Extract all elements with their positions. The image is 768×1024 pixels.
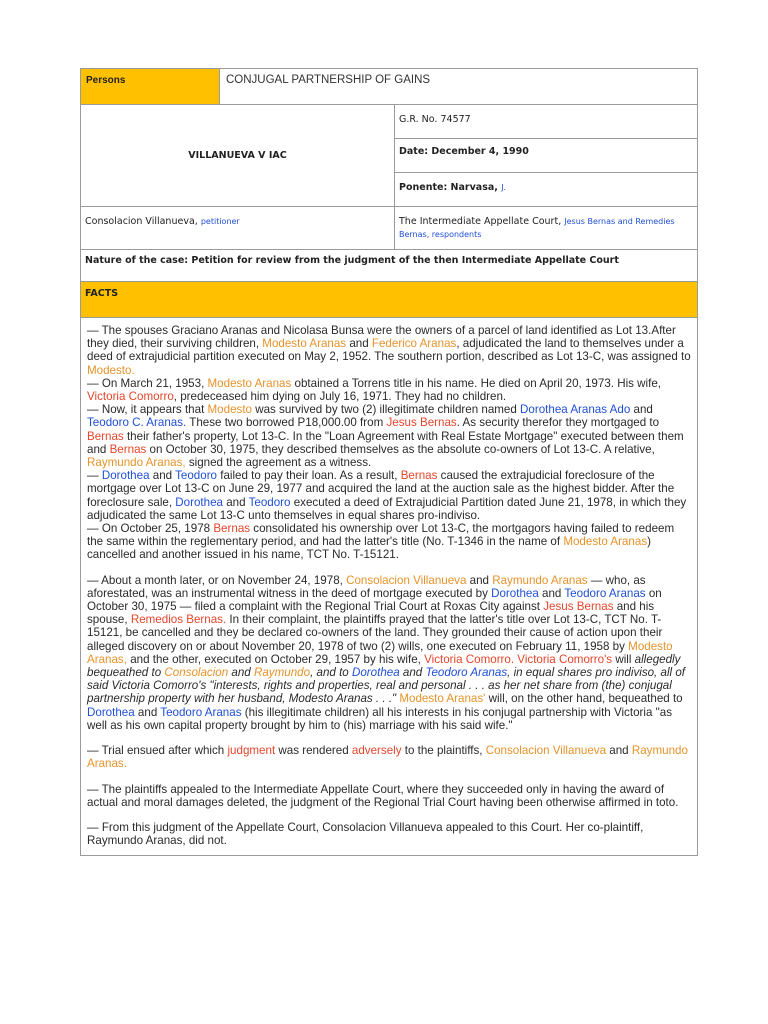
- ponente: [395, 173, 697, 206]
- text-segment: , adjudicated the land to themselves under a deed of extrajudicial partition executed on May 2, 1952. The southern portion, described as Lot 13-C, was assigned to: [87, 337, 691, 364]
- facts-paragraph-3: [87, 403, 691, 469]
- text-segment: Dorothea: [101, 469, 150, 483]
- text-segment: on October 30, 1975, they described themselves as the absolute co-owners of Lot 13-C. A relative,: [146, 442, 655, 456]
- facts-paragraph-5: [87, 522, 691, 562]
- text-segment: and: [346, 337, 372, 351]
- text-segment: Modesto: [207, 403, 252, 417]
- text-segment: and the other, executed on October 29, 1957 by his wife,: [126, 652, 425, 666]
- text-segment: consolidated his ownership over Lot 13-C, the mortgagors having failed to redeem the same within the reglementary period, and had the latter's title (No. T-1346 in the name of: [87, 522, 675, 549]
- text-segment: and: [228, 666, 254, 680]
- text-segment: Federico Aranas: [371, 337, 457, 351]
- facts-header-row: [81, 282, 697, 318]
- text-segment: Remedios Bernas.: [130, 613, 227, 627]
- text-segment: These two borrowed P18,000.00 from: [186, 416, 387, 430]
- text-segment: — The spouses Graciano Aranas and Nicolasa Bunsa were the owners of a parcel of land identified as Lot 13.After they died, their surviving children,: [87, 324, 676, 351]
- text-segment: Modesto Aranas: [563, 535, 648, 549]
- text-segment: (his illegitimate children) all his interests in his conjugal partnership with Victoria "as well as his own capital property brought by him to (his) marriage with his said wife.": [87, 705, 672, 732]
- text-segment: and: [630, 403, 653, 417]
- case-title: VILLANUEVA V IAC: [81, 105, 395, 206]
- facts-paragraph-8: [87, 783, 691, 809]
- text-segment: Bernas: [87, 429, 124, 443]
- text-segment: — who, as aforestated, was an instrumental witness in the deed of mortgage executed by: [87, 573, 646, 600]
- text-segment: Dorothea Aranas Ado: [520, 403, 631, 417]
- text-segment: Bernas: [109, 442, 147, 456]
- text-segment: Teodoro: [175, 469, 218, 483]
- facts-row: [81, 318, 697, 855]
- facts-paragraph-2: [87, 377, 691, 403]
- text-segment: will: [612, 652, 635, 666]
- text-segment: Modesto Aranas: [207, 376, 292, 390]
- respondent-court: The Intermediate Appellate Court,: [399, 216, 562, 227]
- text-segment: —: [87, 469, 102, 483]
- text-segment: on October 30, 1975 — filed a complaint with the Regional Trial Court at Roxas City against: [87, 586, 662, 614]
- text-segment: Raymundo Aranas,: [87, 456, 186, 470]
- text-segment: Dorothea: [175, 495, 223, 509]
- text-segment: and: [466, 573, 493, 587]
- facts-paragraph-7: [87, 744, 691, 770]
- text-segment: and: [134, 705, 161, 719]
- text-segment: Bernas: [400, 469, 438, 483]
- text-segment: In their complaint, the plaintiffs prayed that the latter's title over Lot 13-C, TCT No. T-15121, be cancelled and they be declared co-owners of the land. They grounded their cause of action upon their alleged discovery on or about November 20, 1978 of two (2) wills, one executed on February 11, 1958 by: [87, 613, 663, 653]
- text-segment: ) cancelled and another issued in his name, TCT No. T-15121.: [87, 535, 651, 562]
- text-segment: Teodoro Aranas: [564, 586, 646, 600]
- text-segment: Victoria Comorro: [87, 390, 174, 404]
- text-segment: Consolacion Villanueva: [485, 744, 607, 758]
- persons-label: Persons: [81, 69, 220, 104]
- text-segment: Raymundo: [253, 666, 311, 680]
- text-segment: . As security therefor they mortgaged to: [456, 416, 660, 430]
- text-segment: to the plaintiffs,: [401, 744, 486, 758]
- text-segment: executed a deed of Extrajudicial Partition dated June 21, 1978, in which they adjudicated the same Lot 13-C unto themselves in equal shares pro-indiviso.: [87, 495, 687, 522]
- text-segment: was survived by two (2) illegitimate children named: [251, 403, 521, 417]
- petitioner: [81, 207, 395, 249]
- text-segment: Dorothea: [87, 705, 135, 719]
- text-segment: , and to: [310, 666, 352, 680]
- parties-row: [81, 207, 697, 250]
- text-segment: — About a month later, or on November 24, 1978,: [87, 573, 347, 587]
- facts-paragraph-1: [87, 324, 691, 377]
- text-segment: was rendered: [275, 744, 352, 758]
- text-segment: — Trial ensued after which: [87, 744, 228, 758]
- topic-title: CONJUGAL PARTNERSHIP OF GAINS: [226, 74, 431, 86]
- text-segment: — Now, it appears that: [87, 403, 208, 417]
- text-segment: their father's property, Lot 13-C. In the "Loan Agreement with Real Estate Mortgage" executed between them and: [87, 429, 684, 456]
- facts-body: [81, 318, 697, 855]
- petitioner-name: Consolacion Villanueva,: [85, 216, 198, 227]
- text-segment: Dorothea: [491, 586, 539, 600]
- nature-row: [81, 250, 697, 282]
- text-segment: Teodoro: [248, 495, 291, 509]
- respondents: [395, 207, 697, 249]
- facts-paragraph-9: [87, 821, 691, 847]
- text-segment: Dorothea: [351, 666, 400, 680]
- text-segment: and: [538, 586, 565, 600]
- text-segment: allegedly bequeathed to: [87, 652, 681, 680]
- text-segment: — The plaintiffs appealed to the Intermediate Appellate Court, where they succeeded only in having the award of actual and moral damages deleted, the judgment of the Regional Trial Court having been otherwise affirmed in toto.: [87, 782, 679, 809]
- ponente-suffix: J.: [501, 183, 507, 192]
- text-segment: — On October 25, 1978: [87, 522, 214, 536]
- text-segment: Teodoro Aranas: [425, 666, 508, 680]
- petitioner-role: petitioner: [200, 217, 240, 226]
- respondent-names: Jesus Bernas and Remedies Bernas, respondents: [399, 217, 675, 239]
- text-segment: Jesus Bernas: [543, 600, 614, 614]
- ponente-label: Ponente: Narvasa,: [399, 182, 498, 193]
- text-segment: Raymundo Aranas.: [87, 744, 688, 771]
- text-segment: Bernas: [213, 522, 251, 536]
- facts-paragraph-6: [87, 574, 691, 732]
- gr-number: G.R. No. 74577: [395, 105, 697, 139]
- text-segment: judgment: [227, 744, 276, 758]
- text-segment: Jesus Bernas: [386, 416, 457, 430]
- text-segment: Modesto Aranas': [399, 692, 486, 706]
- text-segment: caused the extrajudicial foreclosure of the mortgage over Lot 13-C on June 29, 1977 and acquired the land at the auction sale as the highest bidder. After the foreclosure sale,: [87, 469, 675, 509]
- text-segment: Modesto.: [87, 363, 135, 377]
- facts-label: FACTS: [85, 288, 119, 299]
- nature-of-case: Nature of the case: Petition for review from the judgment of the then Intermediate Appellate Court: [85, 255, 619, 266]
- text-segment: obtained a Torrens title in his name. He died on April 20, 1973. His wife,: [291, 376, 662, 390]
- text-segment: Modesto Aranas,: [87, 639, 673, 666]
- text-segment: — On March 21, 1953,: [87, 376, 208, 390]
- text-segment: and: [399, 666, 426, 680]
- text-segment: , predeceased him dying on July 16, 1971. They had no children.: [173, 390, 507, 404]
- text-segment: Consolacion: [164, 666, 229, 680]
- text-segment: Consolacion Villanueva: [346, 573, 467, 587]
- text-segment: Modesto Aranas: [262, 337, 347, 351]
- facts-paragraph-4: [87, 469, 691, 522]
- text-segment: , in equal shares pro indiviso, all of said Victoria Comorro's "interests, rights and properties, real and personal . . . as her net share from (the) conjugal partnership property with her husband, Modesto Aranas . . .": [87, 666, 685, 706]
- text-segment: Teodoro C. Aranas.: [87, 416, 187, 430]
- text-segment: failed to pay their loan. As a result,: [217, 469, 401, 483]
- text-segment: and his spouse,: [87, 600, 655, 627]
- text-segment: Teodoro Aranas: [160, 705, 242, 719]
- decision-date: Date: December 4, 1990: [395, 139, 697, 173]
- text-segment: Victoria Comorro. Victoria Comorro's: [424, 652, 613, 666]
- header-row: [81, 69, 697, 105]
- text-segment: and: [223, 495, 249, 509]
- text-segment: adversely: [351, 744, 402, 758]
- text-segment: will, on the other hand, bequeathed to: [485, 692, 683, 706]
- case-info-row: [81, 105, 697, 207]
- text-segment: Raymundo Aranas: [492, 573, 588, 587]
- case-meta: [395, 105, 697, 206]
- text-segment: signed the agreement as a witness.: [185, 456, 372, 470]
- text-segment: — From this judgment of the Appellate Court, Consolacion Villanueva appealed to this Court. Her co-plaintiff, Raymundo Aranas, did not.: [87, 820, 644, 848]
- text-segment: and: [149, 469, 176, 483]
- case-digest-table: [80, 68, 698, 856]
- text-segment: and: [606, 744, 632, 758]
